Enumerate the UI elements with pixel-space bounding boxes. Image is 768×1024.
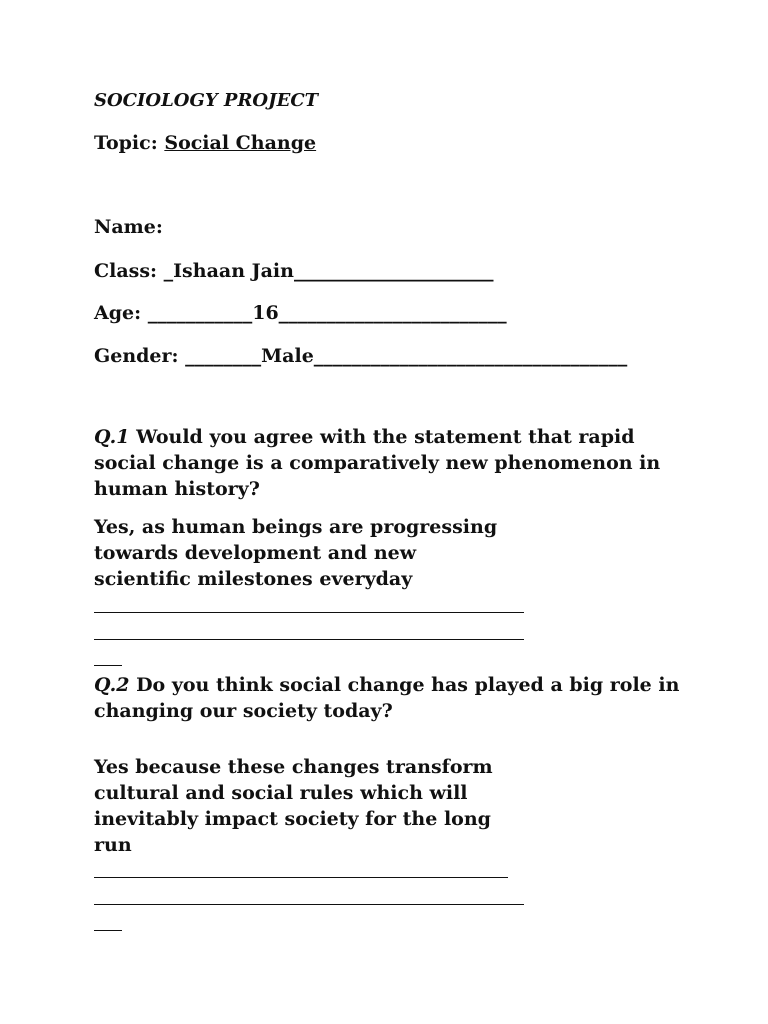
answer-2-rule-2 (94, 904, 524, 905)
answer-2: Yes because these changes transform cultural and social rules which will inevitably impact society for the long run (94, 756, 493, 856)
question-2-label: Q.2 (94, 674, 130, 696)
answer-1-rule-2 (94, 639, 524, 640)
question-2-text: Do you think social change has played a big role in changing our society today? (94, 674, 680, 722)
answer-1: Yes, as human beings are progressing towards development and new scientific milestones everyday (94, 516, 498, 590)
question-1 (94, 424, 684, 502)
topic-value: Social Change (164, 132, 317, 154)
answer-1-rule-1 (94, 612, 524, 613)
class-field: Class: _Ishaan Jain_____________________ (94, 260, 494, 282)
document-title: SOCIOLOGY PROJECT (94, 90, 319, 111)
topic-label: Topic: (94, 132, 165, 154)
question-2 (94, 672, 684, 724)
question-1-text: Would you agree with the statement that rapid social change is a comparatively new phenomenon in human history? (94, 426, 661, 500)
age-field: Age: ___________16________________________ (94, 302, 507, 324)
gender-field: Gender: ________Male_________________________________ (94, 345, 628, 367)
answer-1-rule-3 (94, 665, 122, 666)
name-field: Name: (94, 216, 163, 238)
topic-line (94, 130, 316, 156)
answer-2-rule-3 (94, 930, 122, 931)
answer-2-rule-1 (94, 877, 508, 878)
question-1-label: Q.1 (94, 426, 130, 448)
